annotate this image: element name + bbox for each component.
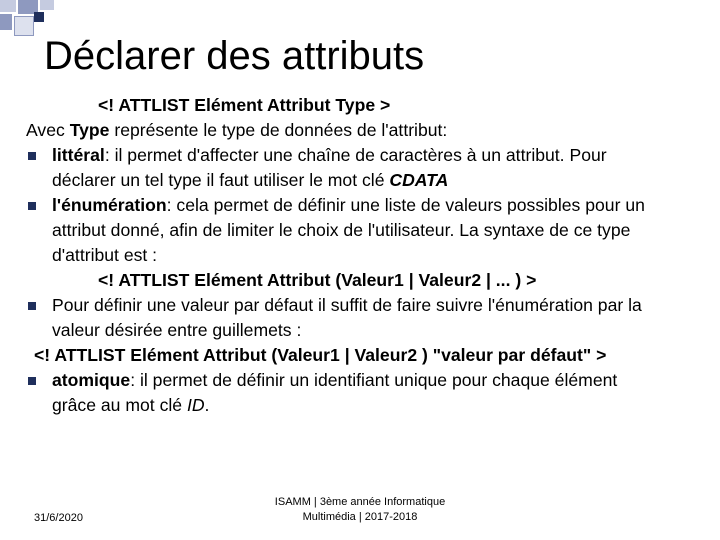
footer-line: Multimédia | 2017-2018: [302, 511, 418, 523]
syntax-text: <! ATTLIST Elément Attribut (Valeur1 | Valeur2 ) "valeur par défaut" >: [34, 345, 607, 365]
bullet-item: [26, 143, 720, 168]
syntax-line: [26, 93, 720, 118]
intro-line: [26, 118, 720, 143]
bullet-continuation: [26, 168, 720, 193]
bullet-text: Pour définir une valeur par défaut il suffit de faire suivre l'énumération par la: [52, 295, 642, 315]
bullet-continuation: [26, 393, 720, 418]
bullet-keyword: CDATA: [389, 170, 449, 190]
bullet-term: atomique: [52, 370, 131, 390]
bullet-text: valeur désirée entre guillemets :: [52, 320, 302, 340]
bullet-continuation: [26, 318, 720, 343]
square-bullet-icon: [28, 202, 36, 210]
bullet-text: : il permet de définir un identifiant unique pour chaque élément: [130, 370, 618, 390]
bullet-text: d'attribut est :: [52, 245, 158, 265]
syntax-line: [26, 268, 720, 293]
slide-body: [26, 93, 720, 418]
bullet-item: [26, 293, 720, 318]
syntax-text: <! ATTLIST Elément Attribut Type >: [98, 95, 391, 115]
decor-square: [34, 12, 44, 22]
square-bullet-icon: [28, 302, 36, 310]
bullet-term: littéral: [52, 145, 105, 165]
bullet-text: : il permet d'affecter une chaîne de caractères à un attribut. Pour: [104, 145, 607, 165]
intro-bold: Type: [69, 120, 110, 140]
decor-square: [0, 0, 16, 12]
decor-square: [40, 0, 54, 10]
footer-date: 31/6/2020: [34, 512, 83, 524]
intro-prefix: Avec: [26, 120, 70, 140]
bullet-text: grâce au mot clé: [52, 395, 187, 415]
bullet-keyword: ID: [186, 395, 205, 415]
decor-square: [0, 14, 12, 30]
syntax-text: <! ATTLIST Elément Attribut (Valeur1 | Valeur2 | ... ) >: [98, 270, 537, 290]
square-bullet-icon: [28, 377, 36, 385]
bullet-text: déclarer un tel type il faut utiliser le mot clé: [52, 170, 390, 190]
bullet-text: .: [204, 395, 210, 415]
footer-line: ISAMM | 3ème année Informatique: [274, 496, 446, 508]
bullet-text: : cela permet de définir une liste de valeurs possibles pour un: [166, 195, 645, 215]
intro-rest: représente le type de données de l'attribut:: [109, 120, 448, 140]
square-bullet-icon: [28, 152, 36, 160]
footer-center: [230, 495, 490, 525]
syntax-line: [26, 343, 720, 368]
decor-square: [14, 16, 34, 36]
bullet-text: attribut donné, afin de limiter le choix de l'utilisateur. La syntaxe de ce type: [52, 220, 631, 240]
bullet-term: l'énumération: [52, 195, 167, 215]
bullet-item: [26, 368, 720, 393]
slide-title: Déclarer des attributs: [44, 34, 425, 78]
bullet-item: [26, 193, 720, 218]
bullet-continuation: [26, 218, 720, 243]
bullet-continuation: [26, 243, 720, 268]
